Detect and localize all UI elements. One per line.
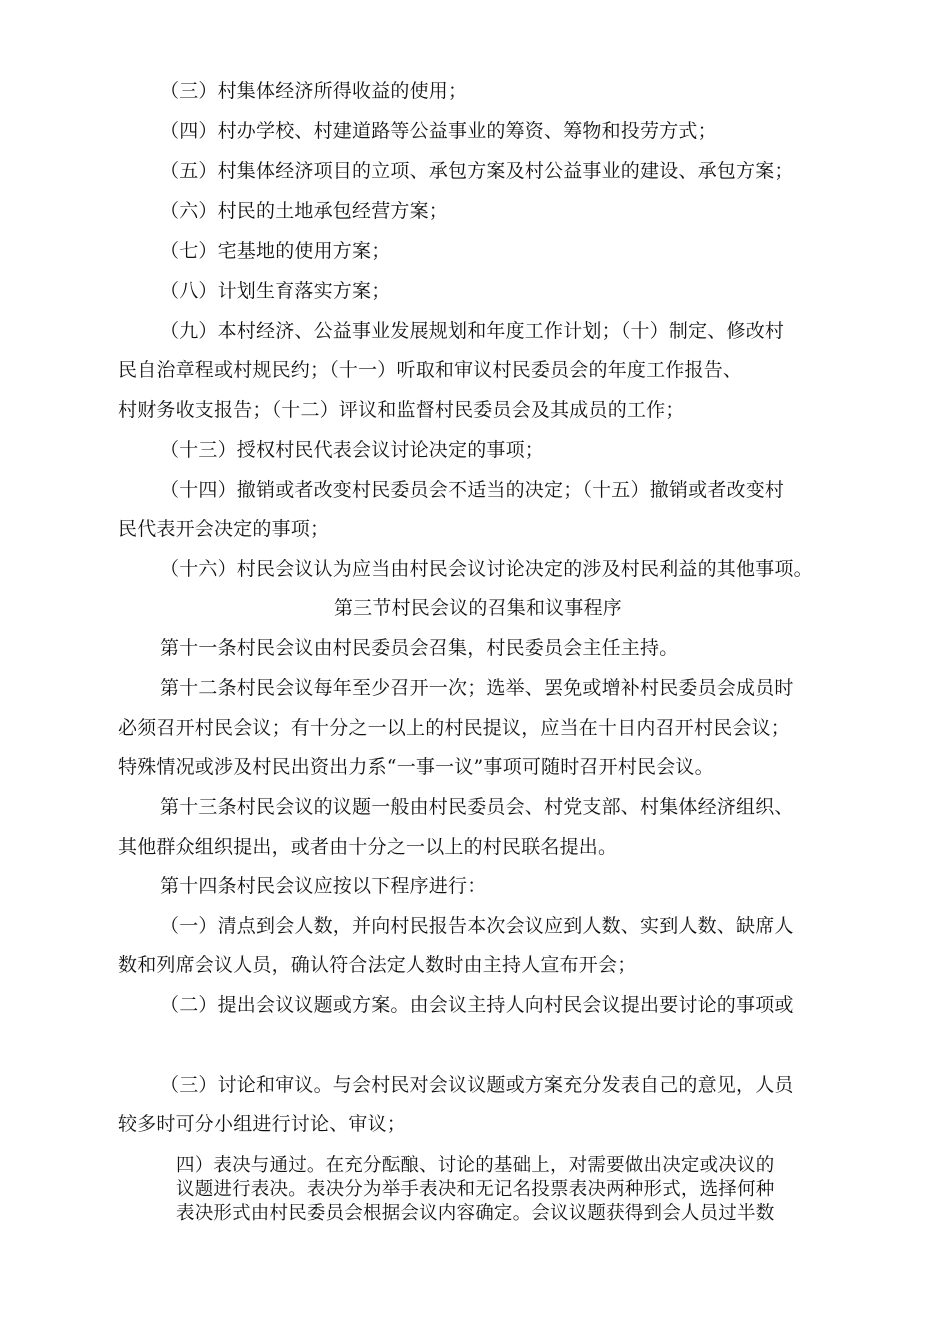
text-line: 第十四条村民会议应按以下程序进行： [160, 875, 487, 897]
text-line: （二）提出会议议题或方案。由会议主持人向村民会议提出要讨论的事项或 [160, 994, 794, 1016]
text-line: （五）村集体经济项目的立项、承包方案及村公益事业的建设、承包方案； [160, 160, 794, 182]
text-line: （三）讨论和审议。与会村民对会议议题或方案充分发表自己的意见，人员 [160, 1074, 794, 1096]
text-line: 较多时可分小组进行讨论、审议； [118, 1113, 407, 1135]
text-line: 第十三条村民会议的议题一般由村民委员会、村党支部、村集体经济组织、 [160, 796, 794, 818]
text-line: 特殊情况或涉及村民出资出力系“一事一议”事项可随时召开村民会议。 [118, 756, 714, 778]
text-line: （三）村集体经济所得收益的使用； [160, 80, 468, 102]
text-line: 民代表开会决定的事项； [118, 518, 330, 540]
text-line: 第十二条村民会议每年至少召开一次；选举、罢免或增补村民委员会成员时 [160, 677, 794, 699]
text-line: 民自治章程或村规民约；（十一）听取和审议村民委员会的年度工作报告、 [118, 359, 743, 381]
text-line: （八）计划生育落实方案； [160, 280, 391, 302]
section-heading: 第三节村民会议的召集和议事程序 [333, 597, 622, 619]
text-line: （七）宅基地的使用方案； [160, 240, 391, 262]
text-line: 议题进行表决。表决分为举手表决和无记名投票表决两种形式，选择何种 [176, 1179, 775, 1200]
text-line: 表决形式由村民委员会根据会议内容确定。会议议题获得到会人员过半数 [176, 1203, 775, 1224]
text-line: 数和列席会议人员，确认符合法定人数时由主持人宣布开会； [118, 954, 637, 976]
text-line: （一）清点到会人数，并向村民报告本次会议应到人数、实到人数、缺席人 [160, 915, 794, 937]
text-line: （九）本村经济、公益事业发展规划和年度工作计划；（十）制定、修改村 [160, 320, 785, 342]
text-line: 村财务收支报告；（十二）评议和监督村民委员会及其成员的工作； [118, 399, 685, 421]
text-line: （十四）撤销或者改变村民委员会不适当的决定；（十五）撤销或者改变村 [160, 479, 785, 501]
text-line: （十六）村民会议认为应当由村民会议讨论决定的涉及村民利益的其他事项。 [160, 558, 813, 580]
text-line: 必须召开村民会议；有十分之一以上的村民提议，应当在十日内召开村民会议； [118, 717, 791, 739]
text-line: （六）村民的土地承包经营方案； [160, 200, 449, 222]
text-line: 第十一条村民会议由村民委员会召集，村民委员会主任主持。 [160, 637, 679, 659]
text-line: 其他群众组织提出，或者由十分之一以上的村民联名提出。 [118, 836, 618, 858]
text-line: （十三）授权村民代表会议讨论决定的事项； [160, 439, 545, 461]
text-line: （四）村办学校、村建道路等公益事业的筹资、筹物和投劳方式； [160, 120, 717, 142]
text-line: 四）表决与通过。在充分酝酿、讨论的基础上，对需要做出决定或决议的 [176, 1155, 775, 1176]
